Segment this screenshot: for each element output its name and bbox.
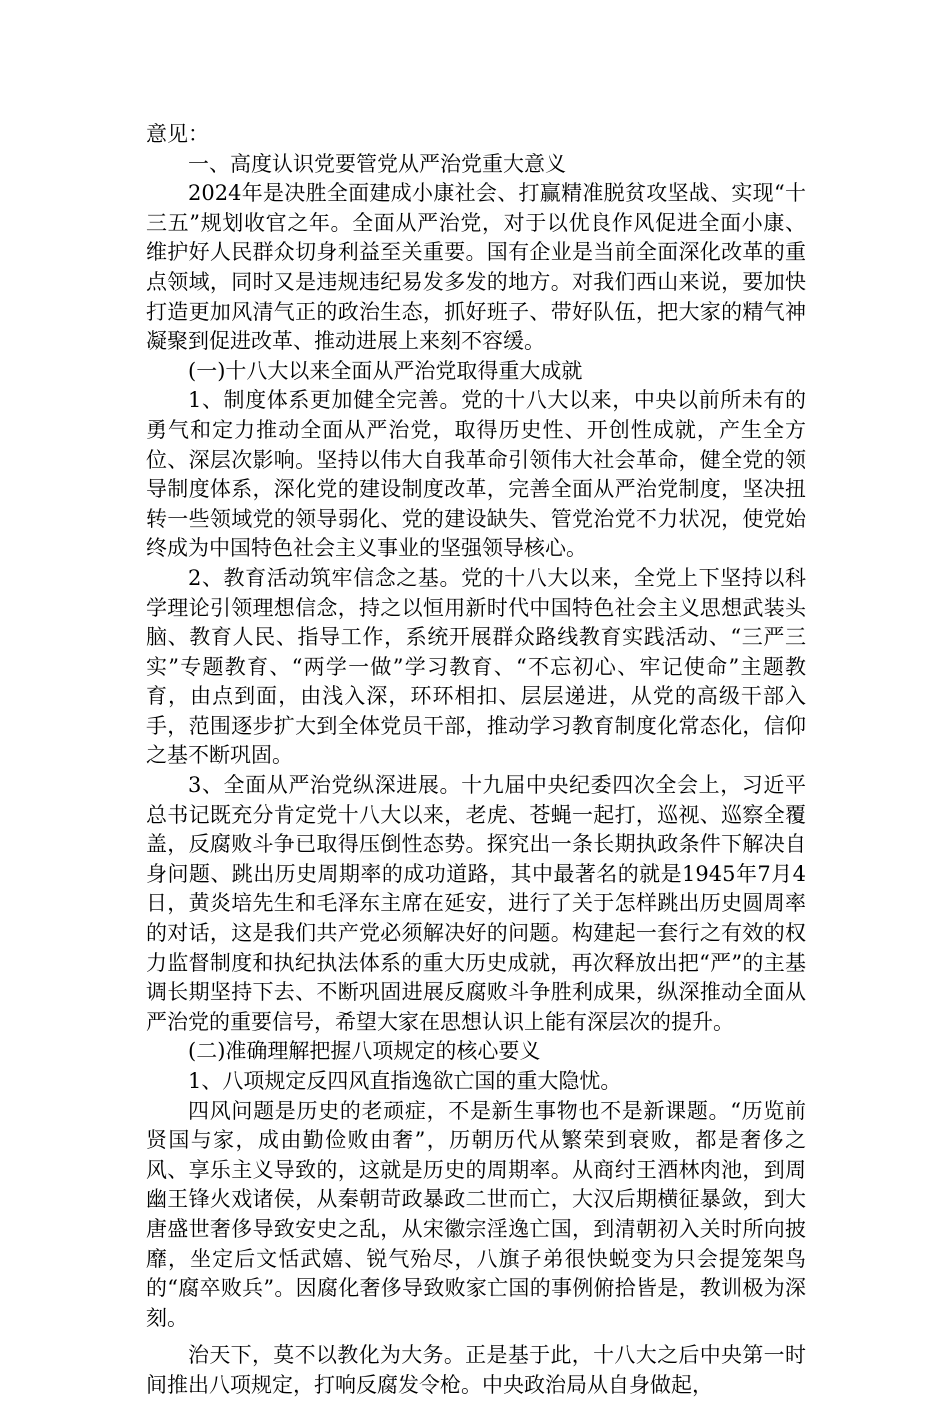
body-paragraph: 1、八项规定反四风直指逸欲亡国的重大隐忧。	[188, 1069, 622, 1093]
body-paragraph: 2、教育活动筑牢信念之基。党的十八大以来，全党上下坚持以科学理论引领理想信念，持之以恒用新时代中国特色社会主义思想武装头脑、教育人民、指导工作，系统开展群众路线教育实践活动、“三严三实”专题教育、“两学一做”学习教育、“不忘初心、牢记使命”主题教育，由点到面，由浅入深，环环相扣、层层递进，从党的高级干部入手，范围逐步扩大到全体党员干部，推动学习教育制度化常态化，信仰之基不断巩固。	[146, 565, 806, 768]
document-page	[146, 120, 806, 1401]
paragraph-spacer	[146, 1333, 806, 1341]
subsection-heading-1: (一)十八大以来全面从严治党取得重大成就	[188, 358, 583, 383]
opening-label: 意见：	[146, 122, 209, 146]
section-heading-1: 一、高度认识党要管党从严治党重大意义	[188, 151, 566, 176]
body-paragraph: 3、全面从严治党纵深进展。十九届中央纪委四次全会上，习近平总书记既充分肯定党十八大以来，老虎、苍蝇一起打，巡视、巡察全覆盖，反腐败斗争已取得压倒性态势。探究出一条长期执政条件下解决自身问题、跳出历史周期率的成功道路，其中最著名的就是1945年7月4日，黄炎培先生和毛泽东主席在延安，进行了关于怎样跳出历史圆周率的对话，这是我们共产党必须解决好的问题。构建起一套行之有效的权力监督制度和执纪执法体系的重大历史成就，再次释放出把“严”的主基调长期坚持下去、不断巩固进展反腐败斗争胜利成果，纵深推动全面从严治党的重要信号，希望大家在思想认识上能有深层次的提升。	[146, 773, 806, 1034]
body-paragraph: 治天下，莫不以教化为大务。正是基于此，十八大之后中央第一时间推出八项规定，打响反腐发令枪。中央政治局从自身做起，	[146, 1343, 806, 1397]
body-paragraph: 1、制度体系更加健全完善。党的十八大以来，中央以前所未有的勇气和定力推动全面从严治党，取得历史性、开创性成就，产生全方位、深层次影响。坚持以伟大自我革命引领伟大社会革命，健全党的领导制度体系，深化党的建设制度改革，完善全面从严治党制度，坚决扭转一些领域党的领导弱化、党的建设缺失、管党治党不力状况，使党始终成为中国特色社会主义事业的坚强领导核心。	[146, 388, 806, 561]
subsection-heading-2: (二)准确理解把握八项规定的核心要义	[188, 1039, 541, 1064]
body-paragraph: 2024年是决胜全面建成小康社会、打赢精准脱贫攻坚战、实现“十三五”规划收官之年。全面从严治党，对于以优良作风促进全面小康、维护好人民群众切身利益至关重要。国有企业是当前全面深化改革的重点领域，同时又是违规违纪易发多发的地方。对我们西山来说，要加快打造更加风清气正的政治生态，抓好班子、带好队伍，把大家的精气神凝聚到促进改革、推动进展上来刻不容缓。	[146, 181, 806, 354]
body-paragraph: 四风问题是历史的老顽症，不是新生事物也不是新课题。“历览前贤国与家，成由勤俭败由奢”，历朝历代从繁荣到衰败，都是奢侈之风、享乐主义导致的，这就是历史的周期率。从商纣王酒林肉池，到周幽王锋火戏诸侯，从秦朝苛政暴政二世而亡，大汉后期横征暴敛，到大唐盛世奢侈导致安史之乱，从宋徽宗淫逸亡国，到清朝初入关时所向披靡，坐定后文恬武嬉、锐气殆尽，八旗子弟很快蜕变为只会提笼架鸟的“腐卒败兵”。因腐化奢侈导致败家亡国的事例俯拾皆是，教训极为深刻。	[146, 1098, 806, 1330]
